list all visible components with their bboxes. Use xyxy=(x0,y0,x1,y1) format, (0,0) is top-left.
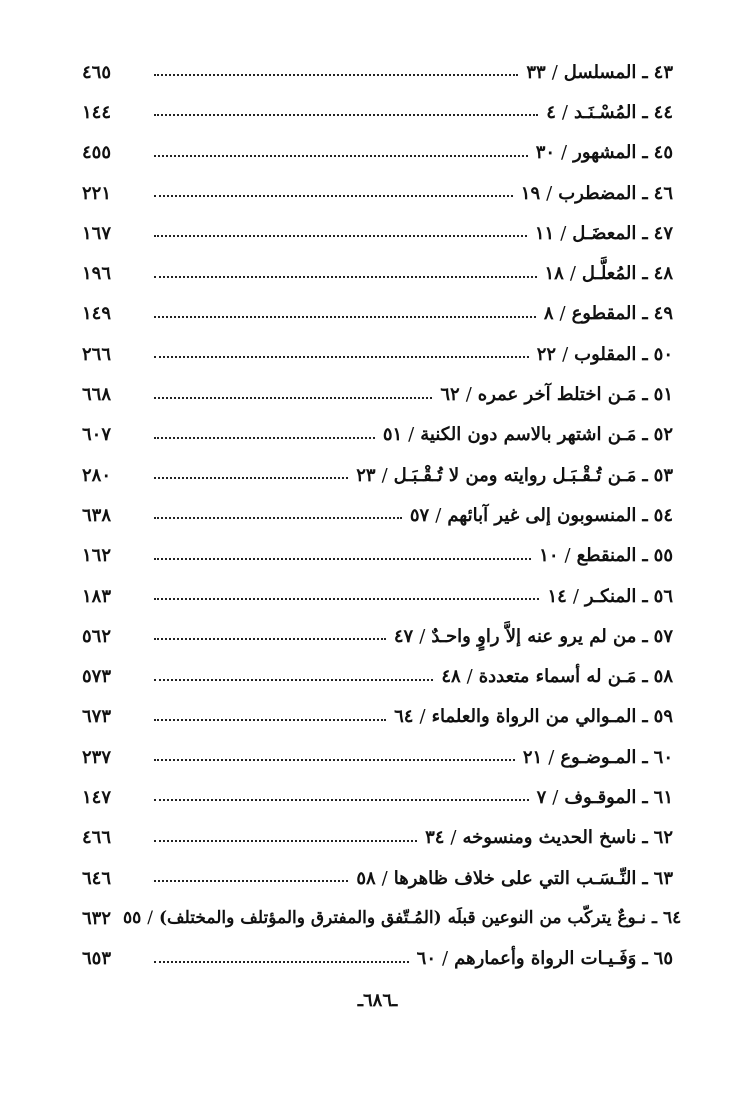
dot-leader xyxy=(154,880,348,882)
toc-entry-index: ٤٣ xyxy=(653,61,673,83)
toc-entry-index: ٥٠ xyxy=(653,343,673,365)
index-dash: ـ xyxy=(642,585,648,607)
index-dash: ـ xyxy=(642,464,648,486)
toc-page-number: ٥٦٢ xyxy=(82,625,112,647)
toc-entry-index: ٦٣ xyxy=(653,867,673,889)
toc-entry xyxy=(82,133,673,173)
dot-leader xyxy=(154,356,529,358)
toc-entry-title: وَفَـيـات الرواة وأعمارهم xyxy=(454,948,637,970)
toc-entry-ref: ٤٨ xyxy=(441,666,461,688)
toc-entry-index: ٥٦ xyxy=(653,585,673,607)
toc-page-number: ٦٣٢ xyxy=(82,907,112,929)
dot-leader xyxy=(154,74,518,76)
index-dash: ـ xyxy=(642,867,648,889)
toc-entry-title: النِّـسَـب التي على خلاف ظاهرها xyxy=(393,867,637,889)
toc-entry-ref: ٦٢ xyxy=(440,384,460,406)
toc-entry-ref: ٣٣ xyxy=(526,61,546,83)
toc-page-number: ٢٦٦ xyxy=(82,343,112,365)
toc-entry-title: المقلوب xyxy=(574,343,637,365)
toc-entry-title: نـوعٌ يتركّب من النوعين قبلَه (المُـتّفق والمفترق والمؤتلف والمختلف) xyxy=(159,908,646,929)
toc-page-number: ٢٨٠ xyxy=(82,464,112,486)
toc-entry-ref: ٤٧ xyxy=(393,625,414,647)
toc-page-number: ٥٧٣ xyxy=(82,666,112,688)
index-dash: ـ xyxy=(642,61,648,83)
toc-entry-ref: ٦٤ xyxy=(394,706,414,728)
toc-page-number: ٦٧٣ xyxy=(82,706,112,728)
toc-entry-index: ٥٢ xyxy=(653,424,673,446)
toc-entry xyxy=(82,616,673,656)
toc-separator: / xyxy=(381,464,388,486)
toc-entry-text xyxy=(526,62,673,83)
toc-entry-ref: ٨ xyxy=(543,303,554,325)
toc-entry-ref: ٥٥ xyxy=(123,908,142,929)
toc-entry-index: ٤٨ xyxy=(653,263,673,285)
toc-entry-ref: ١٤ xyxy=(547,585,567,607)
toc-entry-ref: ٣٠ xyxy=(535,142,556,164)
dot-leader xyxy=(154,276,537,278)
toc-entry xyxy=(82,495,673,535)
toc-entry-text xyxy=(537,787,673,808)
toc-entry-title: المـوضـوع xyxy=(560,746,637,768)
toc-entry-title: المنكـر xyxy=(584,585,637,607)
toc-entry xyxy=(82,697,673,737)
toc-page-number: ١٤٤ xyxy=(82,101,112,123)
toc-entry-ref: ١١ xyxy=(534,222,555,244)
toc-entry-text xyxy=(523,747,673,768)
toc-entry-title: الموقـوف xyxy=(564,786,637,808)
toc-page-number: ١٤٧ xyxy=(82,786,112,808)
toc-entry-text xyxy=(394,626,673,647)
dot-leader xyxy=(154,477,348,479)
toc-entry-text xyxy=(539,545,673,566)
toc-entry-text xyxy=(394,706,673,727)
toc-entry-index: ٥٣ xyxy=(653,464,673,486)
toc-page-number: ١٩٦ xyxy=(82,263,112,285)
dot-leader xyxy=(154,316,536,318)
toc-entry-title: المُعلَّـل xyxy=(581,263,637,285)
toc-separator: / xyxy=(552,786,559,808)
toc-separator: / xyxy=(564,545,571,567)
toc-entry-ref: ٥١ xyxy=(382,424,403,446)
toc-separator: / xyxy=(419,625,426,647)
dot-leader xyxy=(154,679,433,681)
index-dash: ـ xyxy=(642,786,648,808)
toc-entry-ref: ١٨ xyxy=(544,263,564,285)
toc-entry-index: ٦٥ xyxy=(653,948,673,970)
dot-leader xyxy=(154,638,386,640)
table-of-contents xyxy=(82,52,682,979)
toc-entry-index: ٦٠ xyxy=(653,746,673,768)
index-dash: ـ xyxy=(642,504,648,526)
toc-page-number: ٤٥٥ xyxy=(82,142,112,164)
toc-entry-index: ٥١ xyxy=(653,384,673,406)
toc-entry-title: مَـن تُـقْـبَـل روايته ومن لا تُـقْـبَـل xyxy=(393,464,637,486)
toc-entry-text xyxy=(545,263,674,284)
toc-entry xyxy=(82,52,673,92)
toc-page-number: ٦٣٨ xyxy=(82,504,112,526)
toc-entry-index: ٦١ xyxy=(653,786,673,808)
dot-leader xyxy=(154,558,531,560)
toc-entry-text xyxy=(521,183,673,204)
dot-leader xyxy=(154,437,375,439)
toc-entry-title: المضطرب xyxy=(558,182,637,204)
toc-entry-text xyxy=(536,142,673,163)
toc-entry xyxy=(82,858,673,898)
toc-entry-index: ٥٨ xyxy=(653,666,673,688)
toc-entry-index: ٤٦ xyxy=(653,182,673,204)
toc-entry-index: ٤٥ xyxy=(653,142,673,164)
dot-leader xyxy=(154,195,513,197)
toc-separator: / xyxy=(442,948,449,970)
toc-entry xyxy=(82,656,673,696)
toc-entry-ref: ٢١ xyxy=(522,746,543,768)
toc-entry-index: ٥٤ xyxy=(653,504,673,526)
toc-separator: / xyxy=(147,908,154,929)
index-dash: ـ xyxy=(642,625,648,647)
toc-entry-title: ناسخ الحديث ومنسوخه xyxy=(462,827,637,849)
toc-entry-index: ٤٩ xyxy=(653,303,673,325)
dot-leader xyxy=(154,840,417,842)
toc-entry xyxy=(82,294,673,334)
toc-entry-index: ٥٩ xyxy=(653,706,673,728)
toc-entry-text xyxy=(440,384,673,405)
toc-page-number: ١٤٩ xyxy=(82,303,112,325)
toc-entry-title: المنسوبون إلى غير آبائهم xyxy=(447,504,637,526)
toc-page-number: ١٦٧ xyxy=(82,222,112,244)
toc-entry xyxy=(82,213,673,253)
toc-entry-title: مَـن اشتهر بالاسم دون الكنية xyxy=(420,424,637,446)
toc-separator: / xyxy=(561,101,568,123)
toc-entry-index: ٦٤ xyxy=(662,908,682,929)
toc-entry xyxy=(82,334,673,374)
toc-entry xyxy=(82,92,673,132)
toc-separator: / xyxy=(548,746,555,768)
toc-entry-ref: ٢٢ xyxy=(536,343,557,365)
toc-page-number: ٦٤٦ xyxy=(82,867,112,889)
dot-leader xyxy=(154,114,538,116)
toc-entry xyxy=(82,737,673,777)
page-footer-number: ـ٦٨٦ـ xyxy=(357,990,398,1011)
toc-separator: / xyxy=(381,867,388,889)
toc-entry-text xyxy=(544,303,673,324)
toc-separator: / xyxy=(546,182,553,204)
toc-entry-ref: ٣٤ xyxy=(425,827,445,849)
toc-entry-index: ٥٧ xyxy=(653,625,673,647)
index-dash: ـ xyxy=(642,222,648,244)
toc-separator: / xyxy=(559,303,566,325)
toc-separator: / xyxy=(562,343,569,365)
dot-leader xyxy=(154,719,386,721)
toc-entry-title: مَـن اختلط آخر عمره xyxy=(477,384,637,406)
dot-leader xyxy=(154,799,529,801)
toc-entry-text xyxy=(383,424,673,445)
toc-separator: / xyxy=(408,424,415,446)
toc-entry-ref: ٧ xyxy=(536,786,547,808)
toc-separator: / xyxy=(551,61,558,83)
index-dash: ـ xyxy=(642,384,648,406)
index-dash: ـ xyxy=(642,827,648,849)
index-dash: ـ xyxy=(642,343,648,365)
toc-page-number: ١٦٢ xyxy=(82,545,112,567)
toc-separator: / xyxy=(572,585,579,607)
toc-entry xyxy=(82,374,673,414)
toc-separator: / xyxy=(435,504,442,526)
toc-separator: / xyxy=(465,384,472,406)
toc-entry-title: المشهور xyxy=(573,142,637,164)
toc-entry xyxy=(82,898,682,938)
index-dash: ـ xyxy=(642,101,648,123)
toc-entry xyxy=(82,173,673,213)
toc-entry-ref: ١٠ xyxy=(539,545,559,567)
index-dash: ـ xyxy=(642,424,648,446)
index-dash: ـ xyxy=(642,545,648,567)
toc-entry-text xyxy=(425,827,673,848)
toc-entry-text xyxy=(537,344,673,365)
toc-entry-ref: ٢٣ xyxy=(356,464,376,486)
dot-leader xyxy=(154,235,527,237)
toc-entry-text xyxy=(547,586,673,607)
toc-entry xyxy=(82,939,673,979)
toc-entry-title: مَـن له أسماء متعددة xyxy=(478,666,637,688)
toc-separator: / xyxy=(560,222,567,244)
dot-leader xyxy=(154,397,432,399)
toc-separator: / xyxy=(569,263,576,285)
toc-entry xyxy=(82,253,673,293)
toc-entry-ref: ٥٧ xyxy=(409,504,430,526)
toc-entry xyxy=(82,415,673,455)
toc-entry-ref: ٤ xyxy=(546,101,556,123)
index-dash: ـ xyxy=(642,948,648,970)
toc-entry-text xyxy=(546,102,673,123)
toc-entry-index: ٤٤ xyxy=(653,101,673,123)
toc-entry-text xyxy=(356,465,673,486)
index-dash: ـ xyxy=(642,303,648,325)
toc-entry-ref: ١٩ xyxy=(520,182,541,204)
toc-page-number: ٤٦٥ xyxy=(82,61,112,83)
toc-entry-title: المـوالي من الرواة والعلماء xyxy=(431,706,637,728)
toc-page-number: ٢٢١ xyxy=(82,182,112,204)
toc-entry-title: المسلسل xyxy=(563,61,637,83)
toc-entry-title: المنقطع xyxy=(576,545,637,567)
toc-entry-index: ٤٧ xyxy=(653,222,673,244)
toc-entry-text xyxy=(417,948,673,969)
toc-page-number: ٦٦٨ xyxy=(82,384,112,406)
toc-separator: / xyxy=(450,827,457,849)
index-dash: ـ xyxy=(642,666,648,688)
toc-entry-text xyxy=(441,666,673,687)
toc-entry-text xyxy=(356,868,673,889)
dot-leader xyxy=(154,155,528,157)
toc-entry-index: ٥٥ xyxy=(653,545,673,567)
toc-separator: / xyxy=(419,706,426,728)
dot-leader xyxy=(154,598,539,600)
index-dash: ـ xyxy=(652,908,657,929)
index-dash: ـ xyxy=(642,746,648,768)
toc-separator: / xyxy=(466,666,473,688)
toc-entry xyxy=(82,576,673,616)
dot-leader xyxy=(154,759,515,761)
toc-page-number: ٢٣٧ xyxy=(82,746,112,768)
toc-entry xyxy=(82,536,673,576)
toc-entry-text xyxy=(535,223,673,244)
index-dash: ـ xyxy=(642,263,648,285)
index-dash: ـ xyxy=(642,142,648,164)
toc-page-number: ٦٠٧ xyxy=(82,424,112,446)
toc-page-number: ٦٥٣ xyxy=(82,948,112,970)
toc-separator: / xyxy=(561,142,568,164)
index-dash: ـ xyxy=(642,706,648,728)
dot-leader xyxy=(154,961,409,963)
toc-entry-title: المقطوع xyxy=(571,303,637,325)
toc-entry xyxy=(82,455,673,495)
toc-entry-title: المُسْـنَـد xyxy=(573,101,637,123)
index-dash: ـ xyxy=(642,182,648,204)
toc-entry-index: ٦٢ xyxy=(653,827,673,849)
toc-page-number: ١٨٣ xyxy=(82,585,112,607)
toc-page-number: ٤٦٦ xyxy=(82,827,112,849)
toc-entry xyxy=(82,777,673,817)
dot-leader xyxy=(154,517,402,519)
toc-entry-ref: ٥٨ xyxy=(356,867,376,889)
toc-entry-ref: ٦٠ xyxy=(416,948,437,970)
toc-entry-title: من لم يرو عنه إلاَّ راوٍ واحـدٌ xyxy=(431,625,637,647)
toc-entry-text xyxy=(410,505,673,526)
toc-entry-title: المعضَـل xyxy=(572,222,637,244)
toc-entry-text xyxy=(123,908,681,928)
toc-entry xyxy=(82,818,673,858)
